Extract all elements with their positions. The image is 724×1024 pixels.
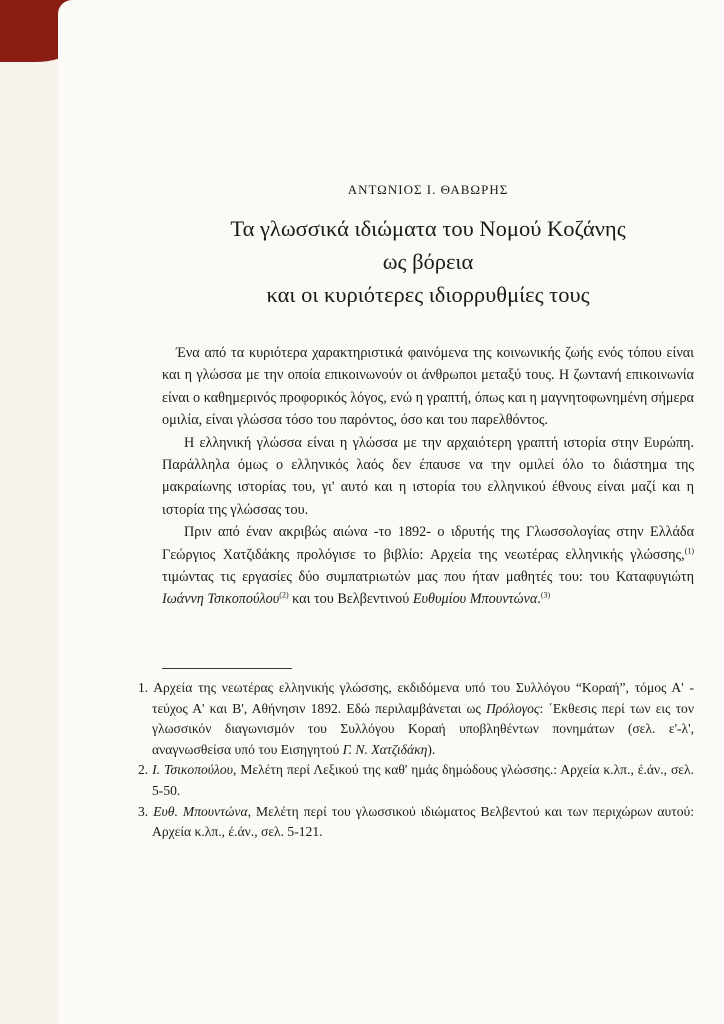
book-page: [58, 0, 724, 1024]
paragraph-3-end: .: [537, 591, 541, 608]
footnote-2-number: 2.: [138, 762, 153, 778]
chapter-title: [162, 212, 694, 311]
footnote-ref-2: (2): [279, 590, 289, 600]
footnote-3-text: , Μελέτη περί του γλωσσικού ιδιώματος Βελβεντού και των περιχώρων αυτού: Αρχεία κ.λπ., έ.άν., σελ. 5-121.: [152, 803, 694, 840]
footnote-ref-1: (1): [684, 545, 694, 555]
footnote-ref-3: (3): [540, 590, 551, 600]
footnotes-list: [134, 678, 694, 843]
footnote-3: [134, 802, 694, 843]
body-text: [162, 342, 694, 611]
footnote-1-prologue: Πρόλογος: [485, 700, 540, 716]
paragraph-3-start: Πριν από έναν ακριβώς αιώνα -το 1892- ο ιδρυτής της Γλωσσολογίας στην Ελλάδα Γεώργιος Χατζιδάκης προλόγισε το βιβλίο: Αρχεία της νεωτέρας ελληνικής γλώσσης,: [162, 524, 694, 563]
person-name-tsikopoulou: Ιωάννη Τσικοπούλου: [162, 591, 280, 608]
footnote-2-name: Ι. Τσικοπούλου: [152, 762, 233, 778]
paragraph-1: Ένα από τα κυριότερα χαρακτηριστικά φαινόμενα της κοινωνικής ζωής ενός τόπου είναι και η γλώσσα με την οποία επικοινωνούν οι άνθρωποι μεταξύ τους. Η ζωντανή επικοινωνία είναι ο καθημερινός προφορικός λόγος, ενώ η γραπτή, όπως και η μαγνητοφωνημένη σήμερα ομιλία, είναι γλώσσα τόσο του παρόντος, όσο και του παρελθόντος.: [162, 345, 694, 429]
paragraph-3-mid-2: και του Βελβεντινού: [288, 591, 413, 608]
paragraph-3: [162, 521, 694, 611]
footnote-1-text-b: : ΄Εκθεσις περί των εις τον γλωσσικόν διαγωνισμόν του Συλλόγου Κοραή υποβληθέντων πονημάτων (σελ. ε'-λ', αναγνωσθείσα υπό του Εισηγητού: [152, 700, 694, 757]
footnote-2: [134, 760, 694, 801]
title-line-3: και οι κυριότερες ιδιορρυθμίες τους: [266, 282, 590, 307]
title-line-2: ως βόρεια: [382, 249, 474, 274]
paragraph-2: Η ελληνική γλώσσα είναι η γλώσσα με την αρχαιότερη γραπτή ιστορία στην Ευρώπη. Παράλληλα όμως ο ελληνικός λαός δεν έπαυσε να την ομιλεί όλο το διάστημα της μακραίωνης ιστορίας του, γι' αυτό και η ιστορία του ελληνικού έθνους είναι μαζί και η ιστορία της γλώσσας του.: [162, 434, 694, 518]
footnote-1-text-a: 1. Αρχεία της νεωτέρας ελληνικής γλώσσης, εκδιδόμενα υπό του Συλλόγου “Κοραή”, τόμος Α' - τεύχος Α' και Β', Αθήνησιν 1892. Εδώ περιλαμβάνεται ως: [138, 680, 694, 716]
footnote-1-text-c: ).: [427, 741, 436, 757]
footnote-1-name: Γ. Ν. Χατζιδάκη: [342, 741, 428, 757]
person-name-mpountona: Ευθυμίου Μπουντώνα: [412, 591, 538, 608]
footnote-3-number: 3.: [138, 803, 154, 819]
footnote-2-text: , Μελέτη περί Λεξικού της καθ' ημάς δημώδους γλώσσης.: Αρχεία κ.λπ., έ.άν., σελ. 5-50.: [152, 762, 694, 798]
paragraph-3-mid: τιμώντας τις εργασίες δύο συμπατριωτών μας που ήταν μαθητές του: του Καταφυγιώτη: [162, 569, 694, 586]
footnote-divider: [162, 668, 292, 669]
footnote-3-name: Ευθ. Μπουντώνα: [153, 803, 248, 819]
author-name: ΑΝΤΩΝΙΟΣ Ι. ΘΑΒΩΡΗΣ: [347, 182, 509, 197]
title-line-1: Τα γλωσσικά ιδιώματα του Νομού Κοζάνης: [230, 216, 626, 241]
footnote-1: [134, 678, 694, 760]
